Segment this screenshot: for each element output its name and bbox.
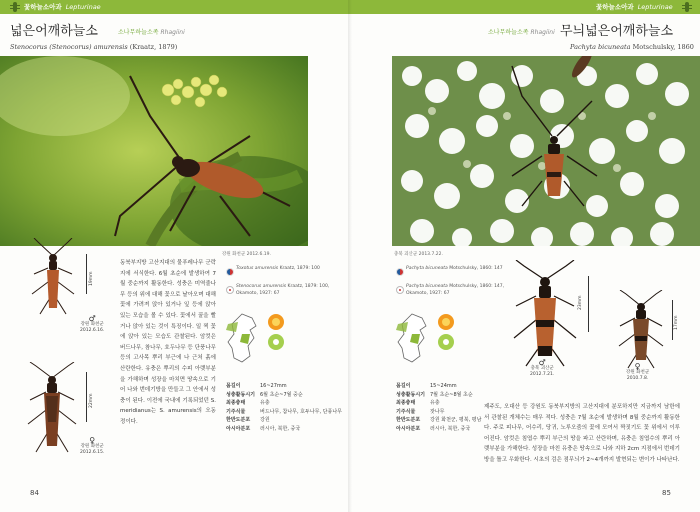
left-sci-author: (Kraatz, 1879) [129, 43, 178, 51]
right-female-size: 17mm [674, 315, 679, 330]
right-flower-visit-icon [438, 334, 454, 350]
info-key: 몸길이 [396, 383, 411, 389]
left-ref-korea-icon [226, 268, 234, 276]
left-male-date: 2012.6.16. [80, 328, 105, 333]
right-header-bar [350, 0, 700, 14]
left-specimen-male [28, 238, 78, 320]
left-info-row [226, 408, 344, 417]
info-value: 버드나무, 참나무, 호두나무, 단풍나무 [260, 408, 342, 415]
info-key: 기주식물 [396, 408, 416, 415]
right-subfamily [488, 27, 555, 36]
info-value: 6월 초순~7월 중순 [260, 391, 303, 398]
left-male-label [80, 316, 104, 334]
right-ref-japan-icon [396, 286, 404, 294]
left-subfamily-en: Rhagiini [160, 29, 185, 36]
left-ref-japan-icon [226, 286, 234, 294]
beetle-icon-right [682, 1, 692, 13]
left-field-photo [0, 56, 308, 246]
info-key: 몸길이 [226, 383, 241, 389]
info-value: 강원 [260, 417, 270, 423]
left-male-scale-bar [86, 254, 87, 294]
left-scientific-name [10, 43, 177, 51]
info-value: 유충 [260, 400, 270, 406]
right-male-size: 23mm [578, 295, 583, 310]
right-male-date: 2012.7.21. [530, 372, 555, 377]
info-key: 성충활동시기 [396, 391, 425, 398]
left-header-text [24, 2, 101, 11]
left-page-number: 84 [30, 489, 39, 497]
left-ref-2 [236, 284, 346, 297]
left-ref-1 [236, 266, 346, 273]
right-ref-1-name: Pachyta bicuneata [406, 266, 448, 271]
left-info-row [226, 391, 344, 400]
left-info-row [226, 399, 344, 408]
left-ref-1-author: Kraatz, 1879: 100 [279, 266, 320, 271]
info-key: 한반도분포 [226, 417, 251, 423]
left-female-date: 2012.6.15. [80, 450, 105, 455]
right-species-title: 무늬넓은어깨하늘소 [560, 24, 674, 39]
right-male-scale-bar [588, 276, 589, 332]
right-ref-2-name: Pachyta bicuneata [406, 284, 448, 289]
left-male-size: 19mm [89, 271, 94, 286]
right-info-row [396, 391, 510, 400]
right-photo-caption: 충북 괴산군 2013.7.22. [394, 252, 443, 257]
left-info-table [226, 382, 344, 433]
family-ko-right: 꽃하늘소아과 [596, 3, 634, 11]
info-value: 유충 [430, 400, 440, 406]
right-female-date: 2010.7.8. [626, 376, 649, 381]
right-subfamily-en: Rhagiini [530, 29, 555, 36]
right-female-scale-bar [672, 300, 673, 340]
right-info-row [396, 382, 510, 391]
family-en-right: Lepturinae [637, 3, 673, 11]
left-male-gender: ♂ [88, 314, 96, 323]
left-info-row [226, 425, 344, 434]
left-header-bar [0, 0, 350, 14]
right-page [350, 0, 700, 512]
right-female-label [626, 364, 649, 382]
left-subfamily-ko: 소나무하늘소족 [118, 29, 159, 36]
beetle-icon [10, 1, 20, 13]
info-key: 최종충태 [226, 400, 246, 406]
family-ko: 꽃하늘소아과 [24, 3, 62, 11]
left-ref-2-name: Stenocorus amurensis [236, 284, 287, 289]
right-specimen-male [510, 260, 580, 372]
right-field-photo [392, 56, 700, 246]
right-scientific-name [570, 43, 694, 51]
left-ref-1-name: Toxotus amurensis [236, 266, 279, 271]
left-female-location: 강원 화천군 [80, 444, 104, 449]
info-key: 성충활동시기 [226, 391, 255, 398]
info-key: 아시아분포 [396, 425, 421, 432]
left-distribution-map [224, 312, 260, 364]
info-key: 아시아분포 [226, 425, 251, 432]
left-female-label [80, 438, 104, 456]
left-info-row [226, 416, 344, 425]
right-male-location: 충북 괴산군 [530, 366, 554, 371]
right-sci-author: Motschulsky, 1860 [632, 43, 694, 51]
right-subfamily-ko: 소나무하늘소족 [488, 29, 529, 36]
left-species-title: 넓은어깨하늘소 [10, 24, 98, 39]
left-subfamily [118, 27, 185, 36]
right-ref-1-author: Motschulsky, 1860: 147 [449, 266, 503, 271]
book-gutter [348, 0, 352, 512]
info-value: 강원 화천군, 평북, 평남 [430, 417, 482, 423]
info-value: 15~24mm [430, 383, 457, 389]
right-adult-season-icon [438, 314, 454, 330]
info-key: 기주식물 [226, 408, 246, 415]
right-header-text [596, 2, 673, 11]
info-value: 러시아, 북한, 중국 [430, 425, 471, 432]
right-ref-2-author: Motschulsky, 1860: 147, Okamoto, 1927: 67 [406, 284, 505, 296]
left-flower-visit-icon [268, 334, 284, 350]
right-ref-1 [406, 266, 516, 273]
left-sci-binomial: Stenocorus (Stenocorus) amurensis [10, 43, 128, 51]
right-specimen-female [616, 290, 666, 374]
info-value: 16~27mm [260, 383, 287, 389]
right-ref-2 [406, 284, 516, 297]
left-info-row [226, 382, 344, 391]
info-value: 잣나무 [430, 408, 445, 415]
left-specimen-female [24, 362, 80, 458]
info-key: 최종충태 [396, 400, 416, 406]
left-body-text: 동북부지방 고산지대의 물푸레나무 군락지에 서식한다. 6월 초순에 발생하여 7월 중순까지 활동한다. 성충은 미역줄나무 등의 위에 대해 꽃으로 날아오며 대해 꽃에 가려져 앉아 있거나 잎 등에 앉아 있는 모습을 볼 수 있다. 꽃에서 꿀을 빨거나 앉아 있는 것이 특징이다. 일 찍 꽃에 앉아 있는 모습도 관찰된다. 암컷은 버드나무, 참나무, 호두나무 등 단풍나무 등의 고사목 뿌리 부근에 나 근처 흙에 산란한다. 유충은 뿌리의 수피 아랫부분을 가해하며 성장을 마치면 땅속으로 기어 나와 번데기방을 만들고 그 안에서 성충이 된다. 이전에 국내에 기록되었던 S. meridianus는 S. amurensis의 오동정이다. [120, 260, 216, 425]
left-male-location: 강원 화천군 [80, 322, 104, 327]
info-key: 한반도분포 [396, 417, 421, 423]
left-female-scale-bar [86, 372, 87, 422]
left-female-gender: ♀ [89, 436, 96, 445]
right-male-label [530, 360, 554, 378]
left-adult-season-icon [268, 314, 284, 330]
info-value: 7월 초순~8월 초순 [430, 391, 473, 398]
right-male-gender: ♂ [538, 358, 546, 367]
left-female-size: 22mm [89, 393, 94, 408]
left-ref-2-author: Kraatz, 1879: 100, Okamoto, 1927: 67 [236, 284, 330, 296]
left-photo-caption: 강원 화천군 2012.6.19. [222, 252, 271, 257]
family-en: Lepturinae [65, 3, 101, 11]
right-female-gender: ♀ [634, 362, 641, 371]
right-ref-korea-icon [396, 268, 404, 276]
right-female-location: 강원 화천군 [626, 370, 650, 375]
right-distribution-map [394, 312, 430, 364]
info-value: 러시아, 북한, 중국 [260, 425, 301, 432]
right-page-number: 85 [662, 489, 671, 497]
right-sci-binomial: Pachyta bicuneata [570, 43, 631, 51]
right-body-text: 제주도, 오대산 등 강원도 동북부지방의 고산지대에 분포하지만 지금까지 남한에서 관찰된 개체수는 매우 적다. 성충은 7월 초순에 발생하며 8월 중순까지 활동한다. 주로 피나무, 어수리, 당귀, 노루오줌의 꽃에 모여서 짝짓기도 꽃 위에서 이루어진다. 암컷은 침엽수 뿌리 부근의 땅을 파고 산란하며, 유충은 침엽수의 뿌리 아랫부분을 가해한다. 성장을 마친 유충은 땅속으로 나와 지하 2cm 지점에서 번데기방을 틀고 우화한다. 시초의 검은 점무늬가 2~4개까지 발현되는 변이가 나타난다. [484, 404, 680, 463]
